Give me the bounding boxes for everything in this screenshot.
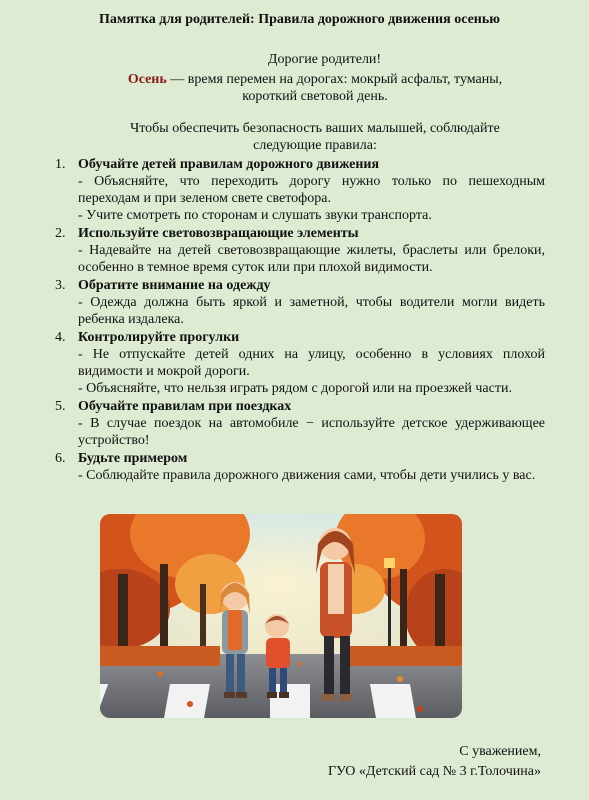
- rule-item: [55, 225, 545, 276]
- rule-number: 2.: [55, 226, 66, 241]
- rule-title: Обратите внимание на одежду: [78, 278, 271, 293]
- intro-text-line2: короткий световой день.: [242, 89, 388, 104]
- rule-text: - Учите смотреть по сторонам и слушать звуки транспорта.: [78, 208, 432, 223]
- page-title: Памятка для родителей: Правила дорожного движения осенью: [99, 12, 500, 27]
- rule-text: - Надевайте на детей световозвращающие жилеты, браслеты или брелоки, особенно в темное время суток или при плохой видимости.: [78, 243, 545, 275]
- safety-intro: [100, 120, 530, 154]
- rule-number: 5.: [55, 399, 66, 414]
- rule-item: [55, 156, 545, 224]
- rule-item: [55, 398, 545, 449]
- rule-number: 3.: [55, 278, 66, 293]
- rule-text: - В случае поездок на автомобиле − используйте детское удерживающее устройство!: [78, 416, 545, 448]
- rule-item: [55, 450, 545, 484]
- safety-intro-line2: следующие правила:: [253, 138, 377, 153]
- greeting: Дорогие родители!: [267, 52, 382, 67]
- safety-intro-line1: Чтобы обеспечить безопасность ваших малышей, соблюдайте: [130, 121, 500, 136]
- intro-accent-word: Осень: [127, 72, 167, 87]
- rule-item: [55, 329, 545, 397]
- rule-title: Будьте примером: [78, 451, 188, 466]
- rule-text: - Не отпускайте детей одних на улицу, особенно в условиях плохой видимости и мокрой дороги.: [78, 347, 545, 379]
- signature-organization: ГУО «Детский сад № 3 г.Толочина»: [327, 764, 541, 779]
- rule-number: 6.: [55, 451, 66, 466]
- rules-list: [55, 156, 545, 485]
- rule-text: - Объясняйте, что переходить дорогу нужно только по пешеходным переходам и при зеленом свете светофора.: [78, 174, 545, 206]
- intro-text-line1: — время перемен на дорогах: мокрый асфальт, туманы,: [166, 72, 503, 87]
- rule-title: Используйте световозвращающие элементы: [78, 226, 359, 241]
- rule-text: - Соблюдайте правила дорожного движения сами, чтобы дети учились у вас.: [78, 468, 536, 483]
- autumn-crosswalk-illustration: [100, 514, 462, 718]
- rule-number: 4.: [55, 330, 66, 345]
- rule-title: Контролируйте прогулки: [78, 330, 240, 345]
- rule-item: [55, 277, 545, 328]
- rule-text: - Одежда должна быть яркой и заметной, чтобы водители могли видеть ребенка издалека.: [78, 295, 545, 327]
- rule-text: - Объясняйте, что нельзя играть рядом с дорогой или на проезжей части.: [78, 381, 512, 396]
- rule-number: 1.: [55, 157, 66, 172]
- rule-title: Обучайте детей правилам дорожного движения: [78, 157, 380, 172]
- signature-greeting: С уважением,: [459, 744, 541, 759]
- intro-paragraph: [100, 71, 530, 105]
- rule-title: Обучайте правилам при поездках: [78, 399, 292, 414]
